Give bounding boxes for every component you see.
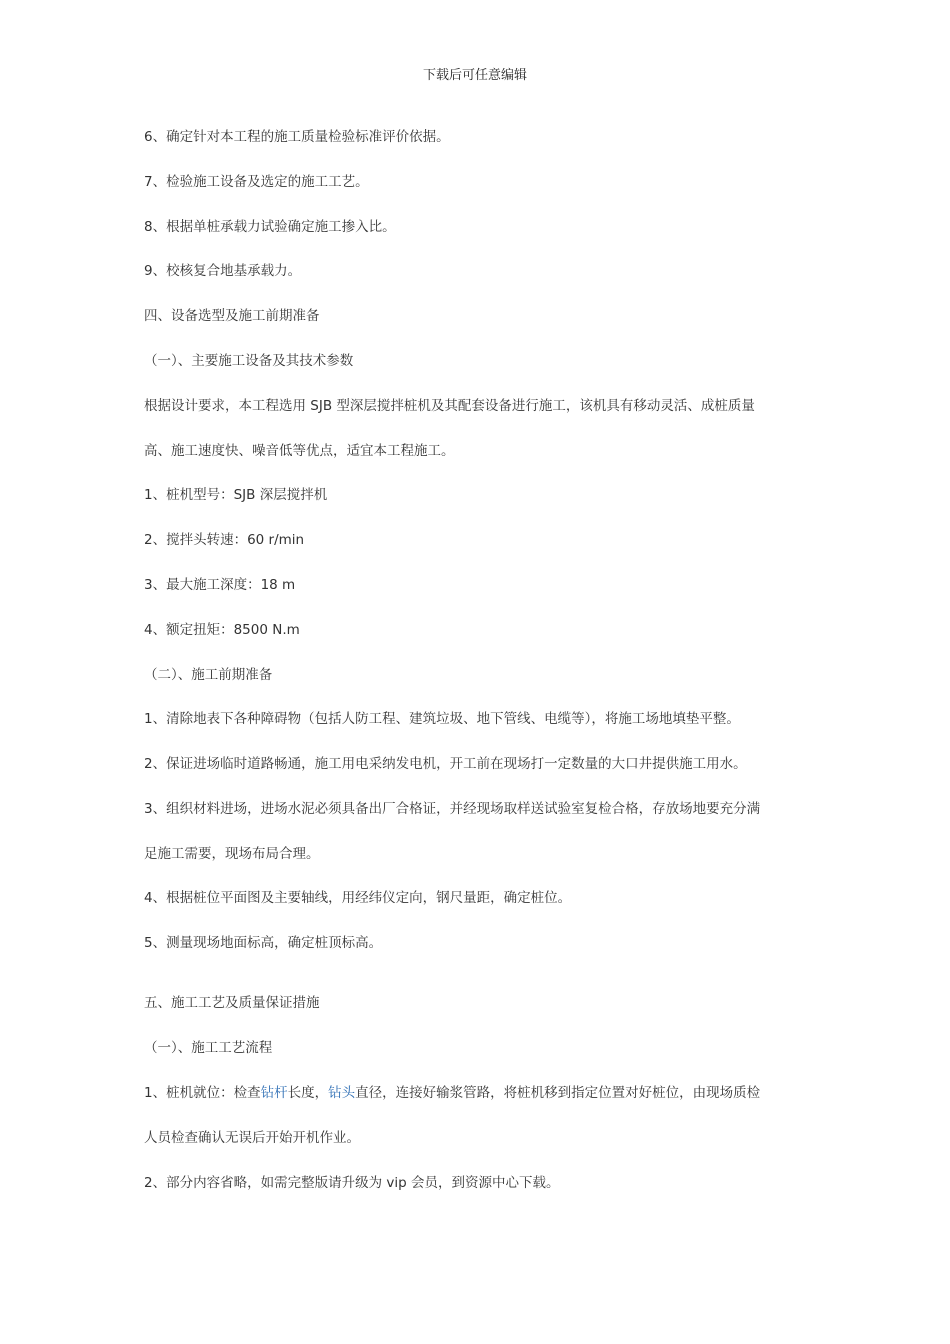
text-line: 9、校核复合地基承载力。 [144,263,302,279]
text-line: 3、组织材料进场，进场水泥必须具备出厂合格证，并经现场取样送试验室复检合格，存放场地要充分满 [144,801,761,817]
text-line [144,1083,814,1103]
text-line: 2、部分内容省略，如需完整版请升级为 vip 会员，到资源中心下载。 [144,1175,560,1191]
section-heading: 四、设备选型及施工前期准备 [144,308,320,324]
text-line: 8、根据单桩承载力试验确定施工掺入比。 [144,219,396,235]
drill-rod-link[interactable]: 钻杆 [260,1085,288,1101]
subsection-heading: （一）、施工工艺流程 [144,1040,273,1056]
spec-item: 3、最大施工深度：18 m [144,577,296,593]
text-line: 7、检验施工设备及选定的施工工艺。 [144,174,369,190]
spec-item: 1、桩机型号：SJB 深层搅拌机 [144,487,328,503]
text-line: 根据设计要求，本工程选用 SJB 型深层搅拌桩机及其配套设备进行施工，该机具有移动灵活、成桩质量 [144,398,755,414]
drill-bit-link[interactable]: 钻头 [328,1085,356,1101]
subsection-heading: （一）、主要施工设备及其技术参数 [144,353,354,369]
text-segment: 直径，连接好输浆管路，将桩机移到指定位置对好桩位，由现场质检 [355,1085,761,1101]
text-line: 足施工需要，现场布局合理。 [144,846,320,862]
text-line: 高、施工速度快、噪音低等优点，适宜本工程施工。 [144,443,455,459]
page-header: 下载后可任意编辑 [422,68,527,83]
text-line: 4、根据桩位平面图及主要轴线，用经纬仪定向，钢尺量距，确定桩位。 [144,890,572,906]
text-line: 2、保证进场临时道路畅通，施工用电采纳发电机，开工前在现场打一定数量的大口井提供施工用水。 [144,756,747,772]
text-line: 1、清除地表下各种障碍物（包括人防工程、建筑垃圾、地下管线、电缆等），将施工场地填垫平整。 [144,711,740,727]
spec-item: 2、搅拌头转速：60 r/min [144,532,305,548]
text-line: 人员检查确认无误后开始开机作业。 [144,1130,360,1146]
spec-item: 4、额定扭矩：8500 N.m [144,622,300,638]
subsection-heading: （二）、施工前期准备 [144,667,273,683]
text-line: 6、确定针对本工程的施工质量检验标准评价依据。 [144,129,450,145]
text-line: 5、测量现场地面标高，确定桩顶标高。 [144,935,383,951]
section-heading: 五、施工工艺及质量保证措施 [144,995,320,1011]
text-segment: 长度， [287,1085,329,1101]
text-segment: 1、桩机就位：检查 [144,1085,261,1101]
